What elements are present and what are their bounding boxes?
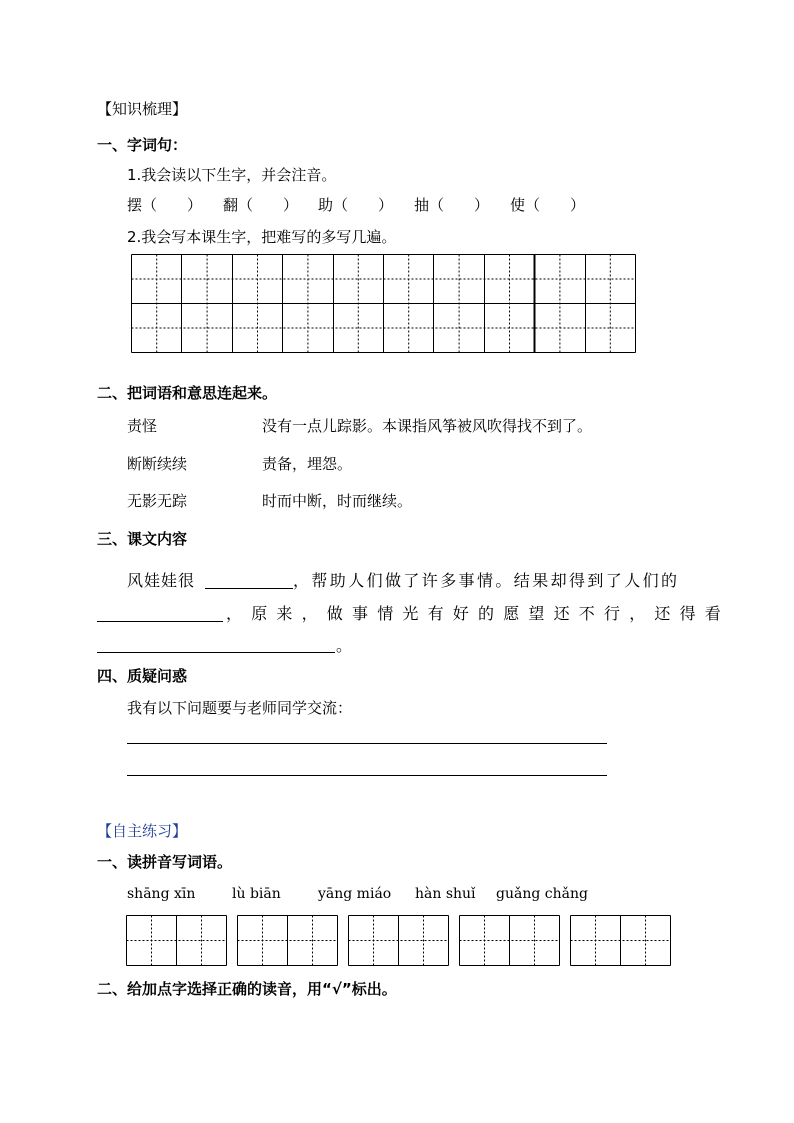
match-meaning-1: 没有一点儿踪影。本课指风筝被风吹得找不到了。 bbox=[262, 417, 593, 435]
char-item-1: 摆（ ） bbox=[127, 196, 203, 214]
pinyin-box-1[interactable] bbox=[126, 915, 227, 966]
fill-text-2: ，原来，做事情光有好的愿望还不行，还得看 bbox=[226, 604, 731, 623]
pinyin-box-4[interactable] bbox=[459, 915, 560, 966]
fill-blank-3[interactable] bbox=[97, 652, 335, 653]
fill-blank-2[interactable] bbox=[97, 621, 223, 622]
fill-text-1a: 风娃娃很 bbox=[127, 571, 196, 590]
pinyin-2: lù biān bbox=[232, 886, 281, 902]
char-item-4: 抽（ ） bbox=[414, 196, 490, 214]
question-prompt: 我有以下问题要与老师同学交流： bbox=[127, 699, 353, 717]
match-meaning-3: 时而中断，时而继续。 bbox=[262, 492, 413, 510]
pinyin-3: yāng miáo bbox=[318, 886, 392, 902]
match-meaning-2: 责备，埋怨。 bbox=[262, 455, 353, 473]
practice-heading: 【自主练习】 bbox=[97, 822, 188, 840]
char-item-5: 使（ ） bbox=[510, 196, 586, 214]
knowledge-heading: 【知识梳理】 bbox=[97, 100, 188, 118]
match-word-3: 无影无踪 bbox=[127, 492, 188, 510]
fill-text-1b: ，帮助人们做了许多事情。结果却得到了人们的 bbox=[293, 571, 680, 590]
match-word-1: 责怪 bbox=[127, 417, 158, 435]
pinyin-5: guǎng chǎng bbox=[496, 886, 588, 902]
pinyin-box-3[interactable] bbox=[348, 915, 449, 966]
question-line-2[interactable] bbox=[127, 775, 607, 776]
q1-instruction: 1.我会读以下生字，并会注音。 bbox=[127, 166, 337, 184]
fill-text-3: 。 bbox=[336, 636, 353, 655]
section-4-title: 四、质疑问惑 bbox=[97, 667, 188, 685]
char-item-3: 助（ ） bbox=[318, 196, 394, 214]
section-2-title: 二、把词语和意思连起来。 bbox=[97, 384, 278, 402]
practice-section-2-title: 二、给加点字选择正确的读音，用“√”标出。 bbox=[97, 980, 397, 998]
char-item-2: 翻（ ） bbox=[223, 196, 299, 214]
match-word-2: 断断续续 bbox=[127, 455, 188, 473]
practice-section-1-title: 一、读拼音写词语。 bbox=[97, 853, 233, 871]
q2-instruction: 2.我会写本课生字，把难写的多写几遍。 bbox=[127, 228, 397, 246]
section-1-title: 一、字词句： bbox=[97, 136, 188, 154]
pinyin-box-2[interactable] bbox=[237, 915, 338, 966]
pinyin-4: hàn shuǐ bbox=[415, 886, 476, 902]
question-line-1[interactable] bbox=[127, 743, 607, 744]
pinyin-box-5[interactable] bbox=[570, 915, 671, 966]
pinyin-1: shāng xīn bbox=[127, 886, 196, 902]
fill-blank-1[interactable] bbox=[205, 588, 293, 589]
section-3-title: 三、课文内容 bbox=[97, 530, 188, 548]
writing-grid[interactable] bbox=[131, 254, 636, 354]
